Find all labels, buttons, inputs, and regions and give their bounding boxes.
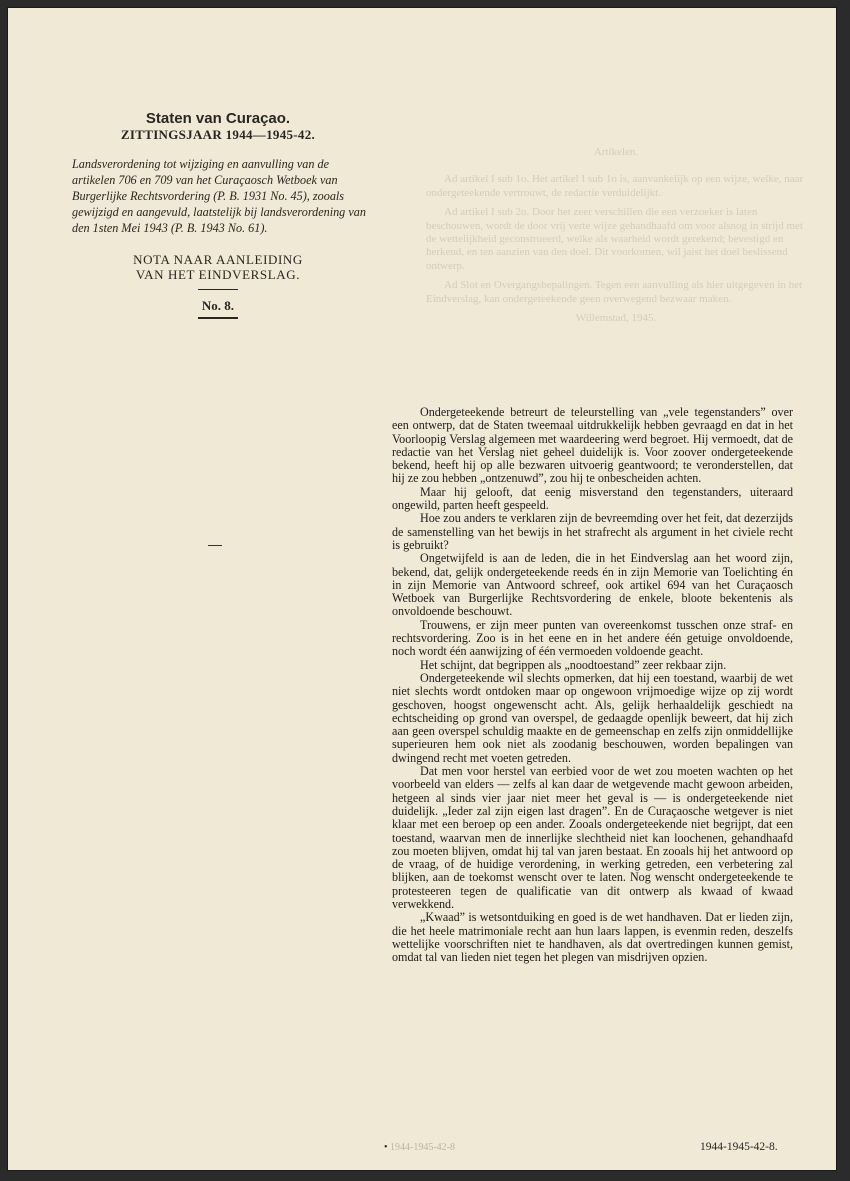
number-underline bbox=[198, 317, 238, 319]
bleed-through-text bbox=[426, 146, 806, 339]
footer-faint-mark: • 1944-1945-42-8 bbox=[384, 1142, 456, 1153]
ghost-paragraph: Ad artikel I sub 1o. Het artikel I sub 1o is, aanvankelijk op een wijze, welke, naar ondergeteekende vertrouwt, de redactie verduidelijkt. bbox=[426, 173, 804, 199]
column-dash bbox=[208, 545, 222, 546]
paragraph: Ondergeteekende betreurt de teleurstelling van „vele tegenstanders” over een ontwerp, dat de Staten tweemaal uitdrukkelijk hebben gevraagd en dat in het Voorloopig Verslag algemeen met waardeering werd begroet. Hij vermoedt, dat de redactie van het Verslag niet geheel duidelijk is. Voor zoover ondergeteekende bekend, heeft hij op alle bezwaren uitvoerig geantwoord; te veronderstellen, dat hij ze zou hebben „ontzenuwd”, zou hij te onbescheiden achten. bbox=[392, 405, 793, 486]
document-page bbox=[8, 8, 836, 1170]
paragraph: Trouwens, er zijn meer punten van overeenkomst tusschen onze straf- en rechtsvordering. Zoo is in het eene en in het andere één getuige onvoldoende, noch wordt één aanwijzing of één vermoeden voldoende geacht. bbox=[392, 617, 793, 659]
paragraph: Ondergeteekende wil slechts opmerken, dat hij een toestand, waarbij de wet niet slechts wordt ontdoken maar op ongewoon vrijmoedige wijze op zij wordt geschoven, hoogst ongewenscht acht. Als, gelijk herhaaldelijk geschiedt na echtscheiding op grond van overspel, de gedaagde openlijk beweert, dat hij zich aan geen overspel schuldig maakte en de gemeenschap en zelfs zijn onmiddellijke superieuren hem ook niet als zoodanig beschouwen, worden bepalingen van dwingend recht met voeten getreden. bbox=[392, 670, 793, 765]
nota-heading-line2: VAN HET EINDVERSLAG. bbox=[135, 267, 301, 282]
ordinance-description: Landsverordening tot wijziging en aanvulling van de artikelen 706 en 709 van het Curaçaosch Wetboek van Burgerlijke Rechtsvordering (P. B. 1931 No. 45), zooals gewijzigd en aangevuld, laatstelijk bij landsverordening van den 1sten Mei 1943 (P. B. 1943 No. 61). bbox=[72, 157, 366, 235]
paragraph: Dat men voor herstel van eerbied voor de wet zou moeten wachten op het voorbeeld van elders — zelfs al kan daar de wetgevende macht gewoon arbeiden, hetgeen al sinds vier jaar niet meer het geval is — is ondergeteekende niet duidelijk. „Ieder zal zijn eigen last dragen”. En de Curaçaosche wetgever is niet klaar met een beroep op een ander. Zooals ondergeteekende niet begrijpt, dat een toestand, waarvan men de innerlijke slechtheid niet kan loochenen, gehandhaafd zou moeten blijven, omdat hij tal van jaren bestaat. En zooals hij het antwoord op de vraag, of de huidige verordening, in werking getreden, een verbetering zal blijken, aan de toekomst wenscht over te laten. Nog wenscht ondergeteekende te protesteeren tegen de qualificatie van dit ontwerp als kwaad of kwaad verwekkend. bbox=[392, 764, 793, 911]
ghost-paragraph: Willemstad, 1945. bbox=[575, 312, 657, 325]
paragraph: Het schijnt, dat begrippen als „noodtoestand” zeer rekbaar zijn. bbox=[420, 657, 727, 672]
paragraph: „Kwaad” is wetsontduiking en goed is de wet handhaven. Dat er lieden zijn, die het heele matrimoniale recht aan hun laars lappen, is evenmin reden, deszelfs wettelijke voorschriften niet te handhaven, als dat overtredingen kunnen gemist, omdat tal van lieden niet tegen het plegen van misdrijven opzien. bbox=[392, 910, 793, 965]
document-title: Staten van Curaçao. bbox=[145, 110, 291, 127]
main-text-column bbox=[392, 406, 793, 964]
footer-document-code: 1944-1945-42-8. bbox=[700, 1141, 778, 1153]
ghost-paragraph: Ad Slot en Overgangsbepalingen. Tegen een aanvulling als hier uitgegeven in het Eindverslag, kan ondergeteekende geen overwegend bezwaar maken. bbox=[426, 279, 803, 305]
header-block bbox=[68, 110, 368, 319]
footer-faint-text: 1944-1945-42-8 bbox=[390, 1142, 456, 1153]
paragraph: Hoe zou anders te verklaren zijn de bevreemding over het feit, dat dezerzijds de samenstelling van het bewijs in het strafrecht als argument in het civiele recht is gebruikt? bbox=[392, 511, 793, 552]
session-year: ZITTINGSJAAR 1944—1945-42. bbox=[120, 127, 316, 142]
header-divider bbox=[198, 289, 238, 290]
ghost-paragraph: Ad artikel I sub 2o. Door het zeer verschillen die een verzoeker is laten beschouwen, wordt de door vrij verte wijze gehandhaafd om voor alsnog in strijd met de wettelijkheid geconstrueerd, welke als waarheid wordt gerekend; bevestigd en herkend, en ten aanzien van den doel. Dit voorkomen, wil jaist het doel beslissend ontwerp. bbox=[426, 206, 803, 272]
ghost-heading: Artikelen. bbox=[593, 146, 639, 158]
paragraph: Maar hij gelooft, dat eenig misverstand den tegenstanders, uiteraard ongewild, parten heeft gespeeld. bbox=[392, 484, 793, 513]
nota-heading-line1: NOTA NAAR AANLEIDING bbox=[133, 252, 303, 267]
paragraph: Ongetwijfeld is aan de leden, die in het Eindverslag aan het woord zijn, bekend, dat, gelijk ondergeteekende reeds én in zijn Memorie van Toelichting én in zijn Memorie van Antwoord schreef, ook artikel 694 van het Curaçaosch Wetboek van Burgerlijke Rechtsvordering de enkele, bloote bekentenis als onvoldoende beschouwt. bbox=[392, 551, 793, 619]
document-number: No. 8. bbox=[201, 298, 235, 313]
